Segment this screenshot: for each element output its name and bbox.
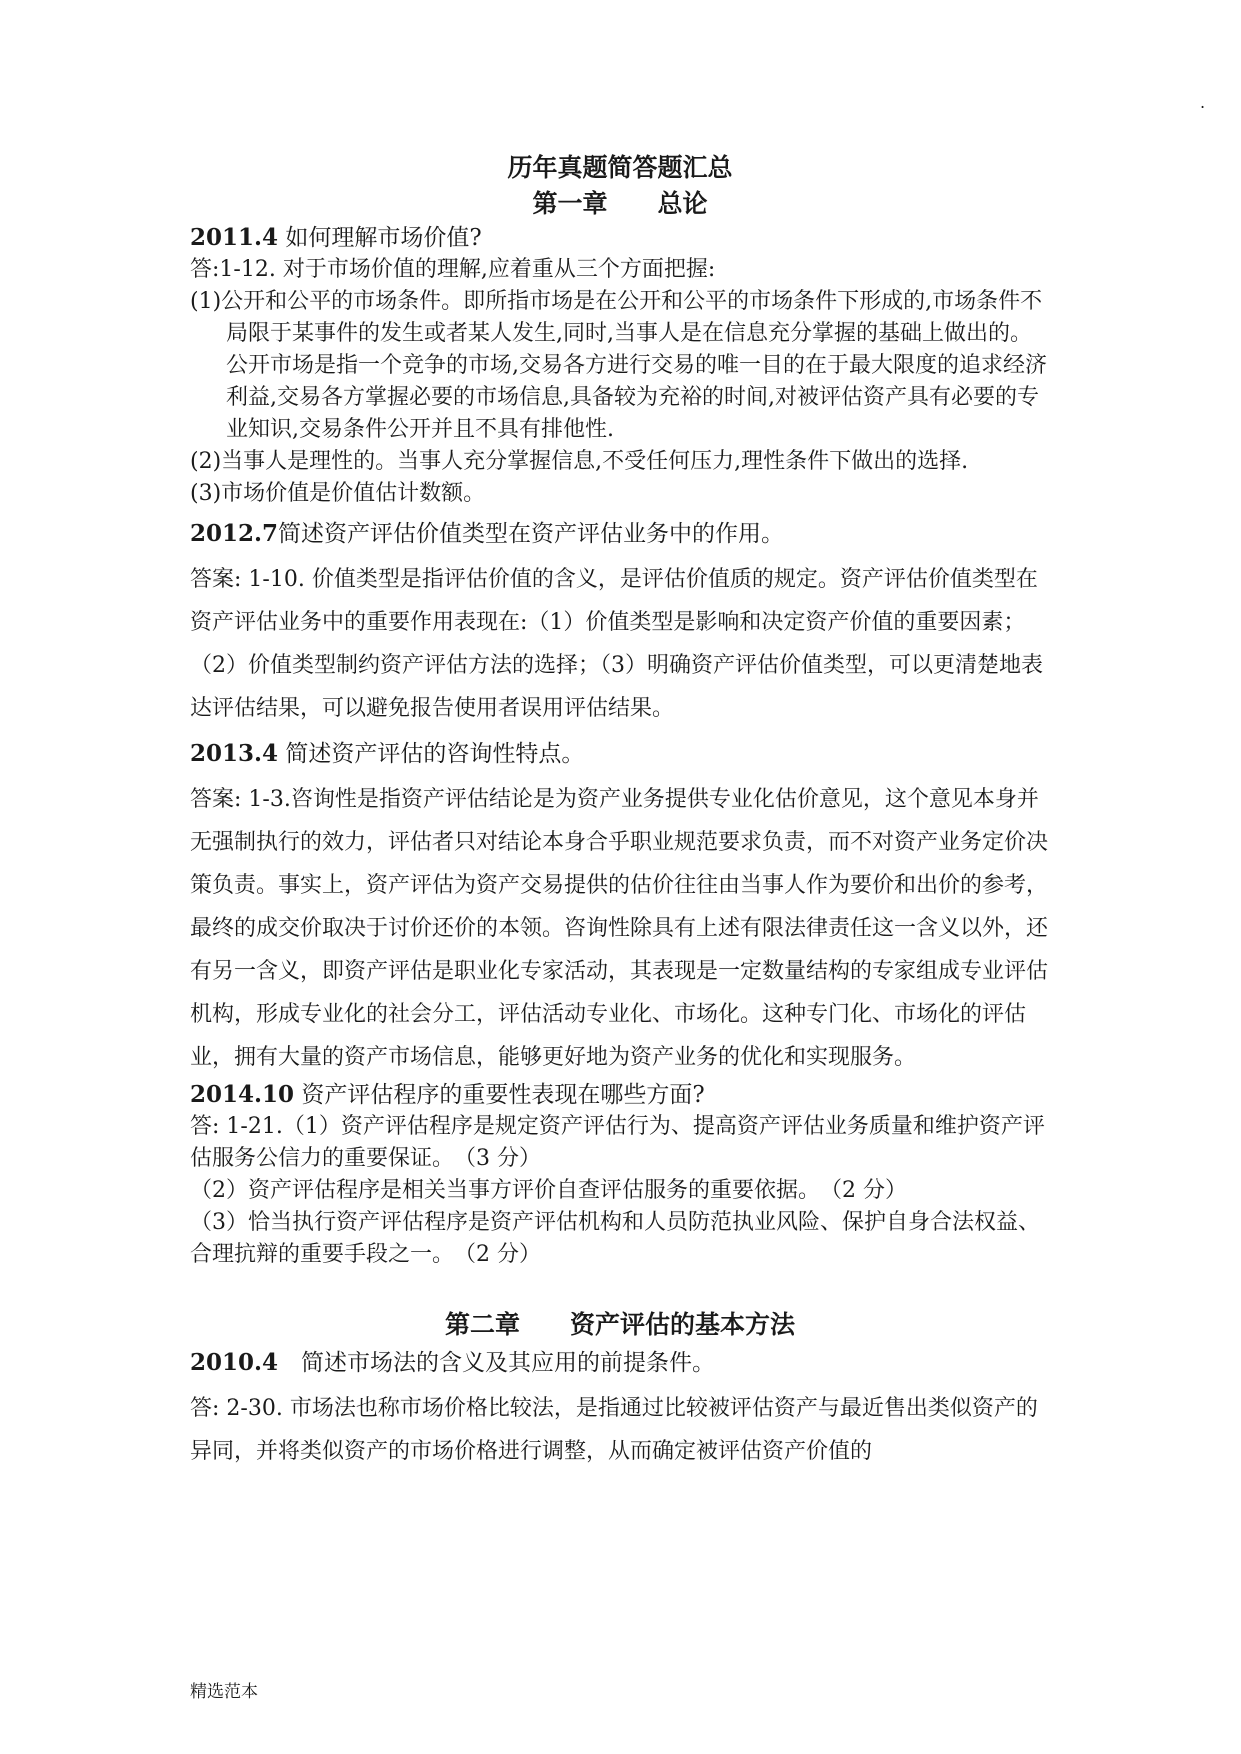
question-text: 资产评估程序的重要性表现在哪些方面? <box>294 1082 705 1108</box>
question-text: 如何理解市场价值? <box>278 225 482 251</box>
document-title: 历年真题简答题汇总 <box>507 153 733 182</box>
question-2011 <box>190 222 1050 254</box>
answer-2011-point-1: (1)公开和公平的市场条件。即所指市场是在公开和公平的市场条件下形成的,市场条件不局限于某事件的发生或者某人发生,同时,当事人是在信息充分掌握的基础上做出的。公开市场是指一个竞争的市场,交易各方进行交易的唯一目的在于最大限度的追求经济利益,交易各方掌握必要的市场信息,具备较为充裕的时间,对被评估资产具有必要的专业知识,交易条件公开并且不具有排他性. <box>190 289 1047 442</box>
chapter-1-heading: 第一章 总论 <box>532 189 708 218</box>
question-text: 简述市场法的含义及其应用的前提条件。 <box>278 1350 716 1376</box>
question-text: 简述资产评估价值类型在资产评估业务中的作用。 <box>278 521 785 547</box>
footer-label: 精选范本 <box>190 1682 258 1702</box>
question-2012 <box>190 518 1050 550</box>
answer-2014-point-3: （3）恰当执行资产评估程序是资产评估机构和人员防范执业风险、保护自身合法权益、 合理抗辩的重要手段之一。 （2 分） <box>190 1210 1040 1267</box>
answer-2013: 答案: 1-3.咨询性是指资产评估结论是为资产业务提供专业化估价意见，这个意见本身并无强制执行的效力，评估者只对结论本身合乎职业规范要求负责，而不对资产业务定价决策负责。事实上，资产评估为资产交易提供的估价往往由当事人作为要价和出价的参考，最终的成交价取决于讨价还价的本领。咨询性除具有上述有限法律责任这一含义以外，还有另一含义，即资产评估是职业化专家活动，其表现是一定数量结构的专家组成专业评估机构，形成专业化的社会分工，评估活动专业化、市场化。这种专门化、市场化的评估业，拥有大量的资产市场信息，能够更好地为资产业务的优化和实现服务。 <box>190 787 1049 1070</box>
answer-2011-intro: 答:1-12. 对于市场价值的理解,应着重从三个方面把握: <box>190 257 716 282</box>
question-year: 2010.4 <box>190 1349 279 1376</box>
question-year: 2011.4 <box>190 224 279 251</box>
answer-2014-point-1: 答: 1-21.（1）资产评估程序是规定资产评估行为、提高资产评估业务质量和维护资产评估服务公信力的重要保证。 （3 分） <box>190 1114 1045 1171</box>
question-year: 2014.10 <box>190 1081 295 1108</box>
answer-2010: 答: 2-30. 市场法也称市场价格比较法，是指通过比较被评估资产与最近售出类似资产的异同，并将类似资产的市场价格进行调整，从而确定被评估资产价值的 <box>190 1396 1038 1464</box>
document-body <box>190 150 1050 1473</box>
question-2010 <box>190 1347 1050 1379</box>
question-year: 2012.7 <box>190 520 279 547</box>
answer-2012: 答案: 1-10. 价值类型是指评估价值的含义，是评估价值质的规定。资产评估价值类型在资产评估业务中的重要作用表现在:（1）价值类型是影响和决定资产价值的重要因素；（2）价值类型制约资产评估方法的选择；（3）明确资产评估价值类型，可以更清楚地表达评估结果，可以避免报告使用者误用评估结果。 <box>190 567 1043 721</box>
chapter-2-heading: 第二章 资产评估的基本方法 <box>444 1310 795 1339</box>
question-2013 <box>190 738 1050 770</box>
question-text: 简述资产评估的咨询性特点。 <box>278 741 585 767</box>
answer-2011-point-3: (3)市场价值是价值估计数额。 <box>190 481 486 506</box>
question-2014 <box>190 1079 1050 1111</box>
corner-mark: . <box>1200 93 1206 112</box>
question-year: 2013.4 <box>190 740 279 767</box>
answer-2014-point-2: （2）资产评估程序是相关当事方评价自查评估服务的重要依据。 （2 分） <box>190 1178 907 1203</box>
answer-2011-point-2: (2)当事人是理性的。当事人充分掌握信息,不受任何压力,理性条件下做出的选择. <box>190 449 969 474</box>
